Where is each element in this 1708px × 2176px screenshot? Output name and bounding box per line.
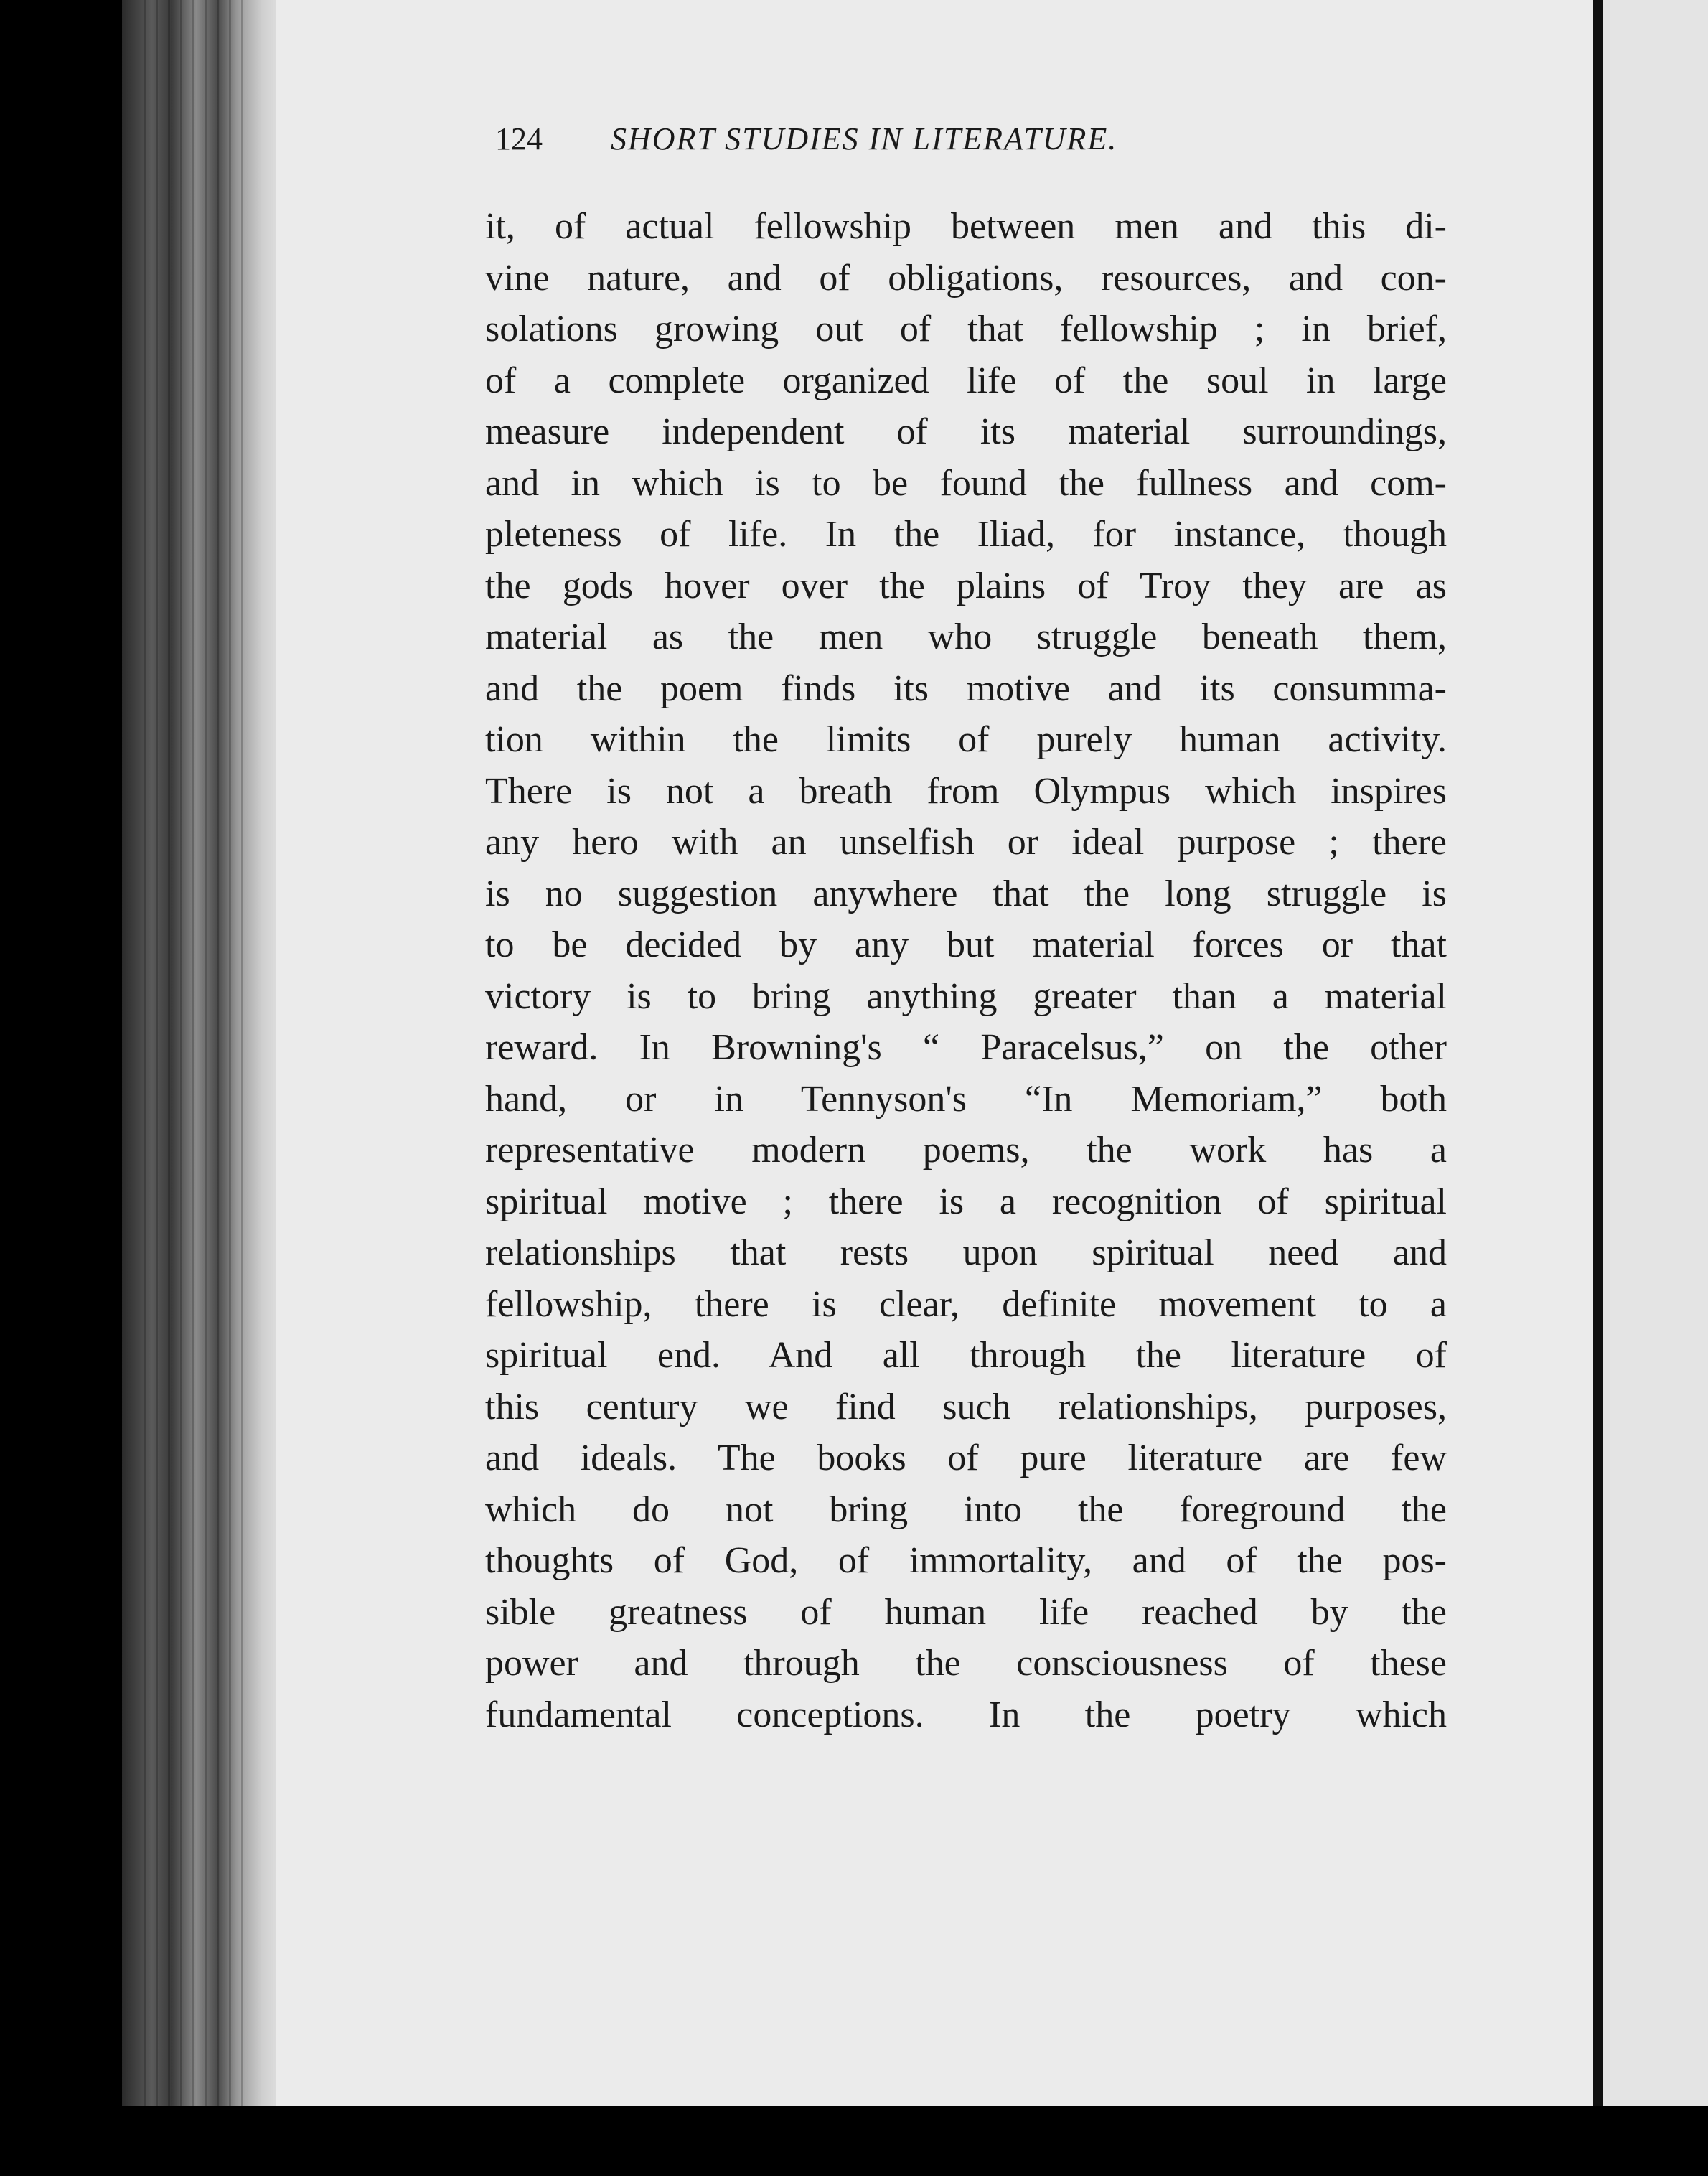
text-line: representative modern poems, the work has a bbox=[485, 1130, 1447, 1171]
text-line: and in which is to be found the fullness and com- bbox=[485, 462, 1447, 504]
body-text bbox=[485, 201, 1447, 1740]
text-line: to be decided by any but material forces or that bbox=[485, 924, 1447, 965]
page-edge-shadow bbox=[1593, 0, 1603, 2106]
text-line: thoughts of God, of immortality, and of the pos- bbox=[485, 1540, 1447, 1581]
text-line: sible greatness of human life reached by the bbox=[485, 1591, 1447, 1633]
text-line: pleteness of life. In the Iliad, for instance, though bbox=[485, 514, 1447, 555]
page-stack-edges bbox=[144, 0, 251, 2106]
text-line: fundamental conceptions. In the poetry which bbox=[485, 1694, 1447, 1735]
page-header bbox=[495, 121, 1421, 171]
text-line: vine nature, and of obligations, resources, and con- bbox=[485, 257, 1447, 299]
text-line: measure independent of its material surroundings, bbox=[485, 411, 1447, 452]
text-line: any hero with an unselfish or ideal purpose ; there bbox=[485, 822, 1447, 863]
text-line: it, of actual fellowship between men and this di- bbox=[485, 206, 1447, 247]
facing-page-edge bbox=[1603, 0, 1708, 2106]
text-line: relationships that rests upon spiritual need and bbox=[485, 1232, 1447, 1273]
text-line: There is not a breath from Olympus which inspires bbox=[485, 770, 1447, 812]
text-line: reward. In Browning's “ Paracelsus,” on the other bbox=[485, 1027, 1447, 1068]
page-number: 124 bbox=[495, 121, 543, 156]
text-line: and the poem finds its motive and its consumma- bbox=[485, 667, 1447, 709]
text-line: is no suggestion anywhere that the long struggle is bbox=[485, 873, 1447, 914]
text-line: material as the men who struggle beneath them, bbox=[485, 616, 1447, 657]
text-line: this century we find such relationships, purposes, bbox=[485, 1386, 1447, 1427]
running-title: SHORT STUDIES IN LITERATURE. bbox=[611, 121, 1118, 156]
text-line: spiritual motive ; there is a recognition of spiritual bbox=[485, 1181, 1447, 1222]
scan-background bbox=[0, 2106, 1708, 2176]
text-line: victory is to bring anything greater than a material bbox=[485, 975, 1447, 1017]
text-line: solations growing out of that fellowship ; in brief, bbox=[485, 309, 1447, 350]
text-line: fellowship, there is clear, definite movement to a bbox=[485, 1283, 1447, 1325]
text-line: spiritual end. And all through the literature of bbox=[485, 1335, 1447, 1376]
text-line: hand, or in Tennyson's “In Memoriam,” both bbox=[485, 1078, 1447, 1120]
text-line: of a complete organized life of the soul in large bbox=[485, 360, 1447, 401]
text-line: and ideals. The books of pure literature are few bbox=[485, 1438, 1447, 1478]
text-line: power and through the consciousness of these bbox=[485, 1643, 1447, 1684]
text-line: the gods hover over the plains of Troy they are as bbox=[485, 565, 1447, 606]
text-line: which do not bring into the foreground the bbox=[485, 1488, 1447, 1530]
text-line: tion within the limits of purely human activity. bbox=[485, 719, 1447, 760]
